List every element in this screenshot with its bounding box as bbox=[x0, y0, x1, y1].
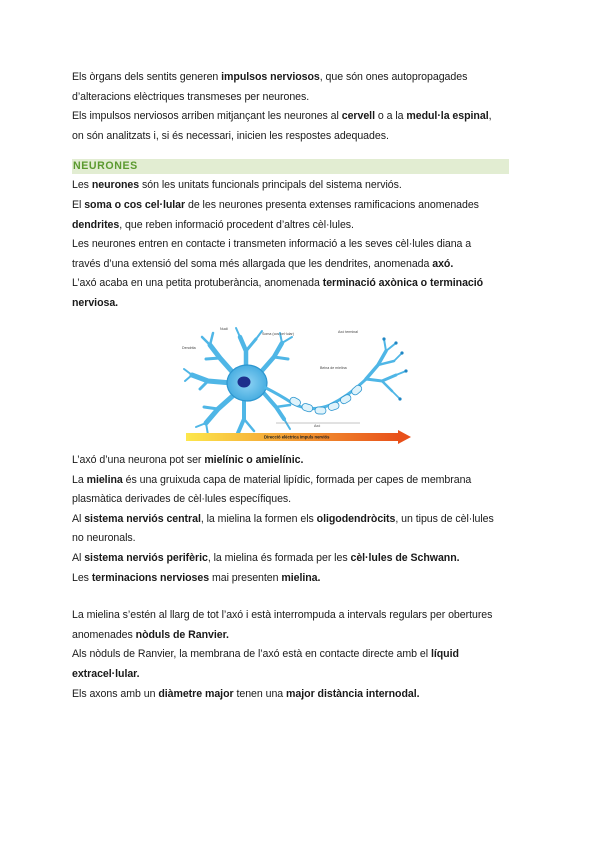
label-nucleus: Nucli bbox=[220, 327, 228, 331]
label-terminal: Axó terminal bbox=[338, 330, 358, 334]
axon bbox=[264, 379, 366, 409]
document-page bbox=[72, 68, 512, 314]
label-soma: Soma (cos cel·lular) bbox=[262, 332, 294, 336]
axon-line-7: Les terminacions nervioses mai presenten mielina. bbox=[72, 571, 321, 584]
neurones-line-1: Les neurones són les unitats funcionals principals del sistema nerviós. bbox=[72, 179, 402, 192]
neurones-line-4: Les neurones entren en contacte i transmeten informació a les seves cèl·lules diana a bbox=[72, 238, 472, 251]
impulse-arrow-label: Direcció elèctrica impuls nerviós bbox=[264, 434, 330, 440]
neuron-diagram bbox=[180, 323, 412, 446]
intro-line-1: Els òrgans dels sentits generen impulsos nerviosos, que són ones autopropagades bbox=[72, 71, 468, 83]
nucleus bbox=[238, 377, 251, 388]
axon-section bbox=[72, 451, 512, 704]
ranvier-line-3: Als nòduls de Ranvier, la membrana de l’axó està en contacte directe amb el líquid bbox=[72, 648, 459, 661]
axon-line-6: Al sistema nerviós perifèric, la mielina és formada per les cèl·lules de Schwann. bbox=[72, 551, 460, 564]
myelin-sheath bbox=[289, 384, 363, 414]
neurones-line-7: nerviosa. bbox=[72, 296, 119, 309]
ranvier-line-5: Els axons amb un diàmetre major tenen una major distància internodal. bbox=[72, 687, 420, 700]
label-dendrite: Dendrita bbox=[182, 346, 196, 350]
label-axon: Axó bbox=[314, 424, 321, 428]
impulse-arrow bbox=[186, 430, 411, 444]
section-heading-neurones: NEURONES bbox=[72, 159, 509, 174]
ranvier-line-1: La mielina s’estén al llarg de tot l’axó i està interrompuda a intervals regulars per obertures bbox=[72, 609, 493, 622]
ranvier-line-4: extracel·lular. bbox=[72, 667, 140, 680]
axon-line-3: plasmàtica derivades de cèl·lules específiques. bbox=[72, 493, 292, 506]
neurones-line-6: L’axó acaba en una petita protuberància, anomenada terminació axònica o terminació bbox=[72, 277, 484, 290]
neurones-line-2: El soma o cos cel·lular de les neurones presenta extenses ramificacions anomenades bbox=[72, 198, 479, 211]
intro-line-4: on són analitzats i, si és necessari, inicien les respostes adequades. bbox=[72, 129, 389, 142]
label-myelin: Beina de mielina bbox=[320, 366, 347, 370]
intro-line-2: d’alteracions elèctriques transmeses per neurones. bbox=[72, 90, 310, 103]
axon-terminal bbox=[366, 339, 406, 399]
ranvier-line-2: anomenades nòduls de Ranvier. bbox=[72, 628, 229, 641]
neurones-line-3: dendrites, que reben informació procedent d’altres cèl·lules. bbox=[72, 218, 354, 231]
intro-line-3: Els impulsos nerviosos arriben mitjançant les neurones al cervell o a la medul·la espinal, bbox=[72, 110, 492, 123]
axon-line-4: Al sistema nerviós central, la mielina la formen els oligodendròcits, un tipus de cèl·lules bbox=[72, 512, 494, 525]
axon-line-5: no neuronals. bbox=[72, 532, 136, 545]
axon-line-1: L’axó d’una neurona pot ser mielínic o amielínic. bbox=[72, 454, 304, 466]
axon-line-2: La mielina és una gruixuda capa de material lipídic, formada per capes de membrana bbox=[72, 473, 472, 486]
neurones-line-5: través d’una extensió del soma més allargada que les dendrites, anomenada axó. bbox=[72, 257, 454, 270]
